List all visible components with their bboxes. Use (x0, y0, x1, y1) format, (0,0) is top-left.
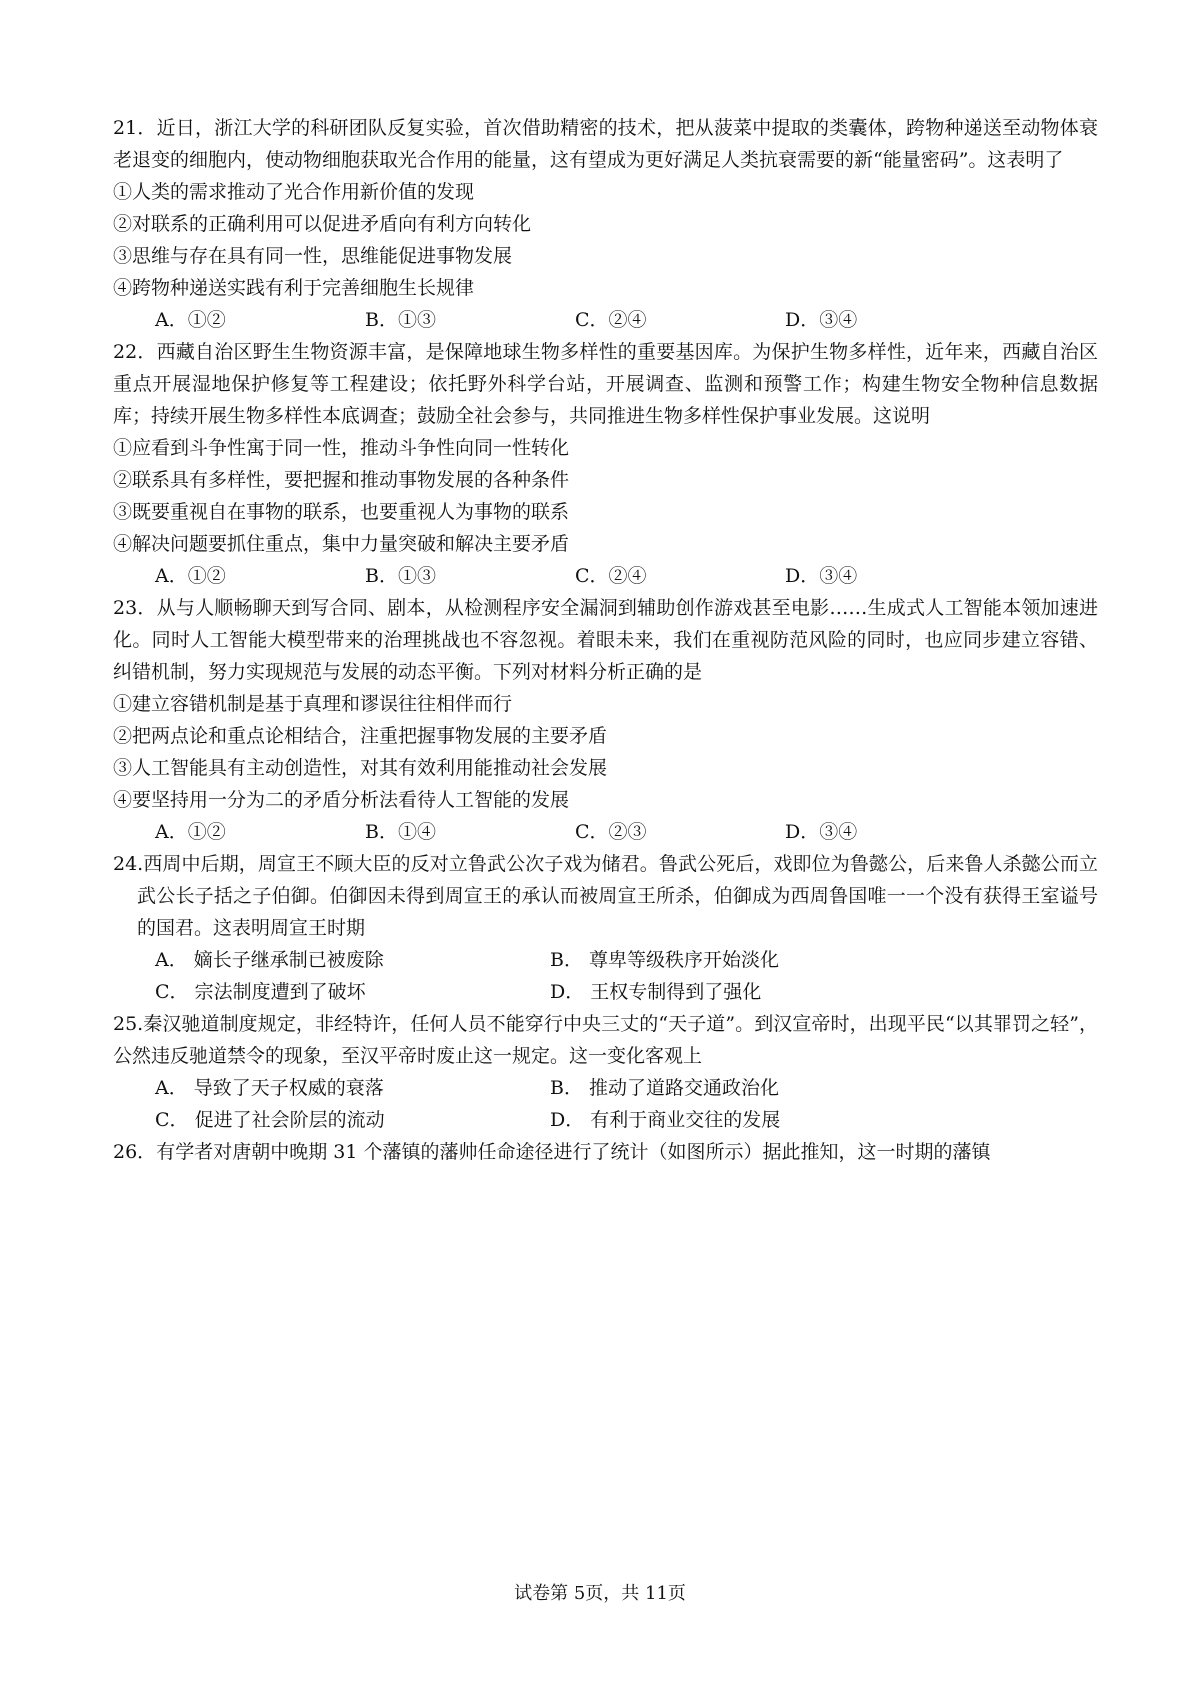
statement-3: ③人工智能具有主动创造性，对其有效利用能推动社会发展 (113, 757, 608, 779)
option-c: C． 宗法制度遭到了破坏 (155, 981, 366, 1003)
answer-options (113, 304, 1098, 336)
question-23 (113, 592, 1098, 848)
statement-1: ①人类的需求推动了光合作用新价值的发现 (113, 181, 475, 203)
question-22 (113, 336, 1098, 592)
question-number: 25. (113, 1013, 144, 1035)
question-number: 24. (113, 853, 144, 875)
question-stem: 25.秦汉驰道制度规定，非经特许，任何人员不能穿行中央三丈的“天子道”。到汉宣帝时，出现平民“以其罪罚之轻”，公然违反驰道禁令的现象，至汉平帝时废止这一规定。这一变化客观上 (113, 1013, 1098, 1067)
question-number: 22． (113, 341, 157, 363)
option-a: A．①② (155, 565, 226, 587)
question-stem: 21．近日，浙江大学的科研团队反复实验，首次借助精密的技术，把从菠菜中提取的类囊体，跨物种递送至动物体衰老退变的细胞内，使动物细胞获取光合作用的能量，这有望成为更好满足人类抗衰需要的新“能量密码”。这表明了 (113, 117, 1098, 171)
option-d: D． 有利于商业交往的发展 (550, 1109, 781, 1131)
statement-4: ④要坚持用一分为二的矛盾分析法看待人工智能的发展 (113, 789, 570, 811)
option-a: A．①② (155, 309, 226, 331)
option-a: A．①② (155, 821, 226, 843)
question-stem: 24.西周中后期，周宣王不顾大臣的反对立鲁武公次子戏为储君。鲁武公死后，戏即位为鲁懿公，后来鲁人杀懿公而立武公长子括之子伯御。伯御因未得到周宣王的承认而被周宣王所杀，伯御成为西周鲁国唯一一个没有获得王室谥号的国君。这表明周宣王时期 (113, 853, 1098, 939)
option-d: D．③④ (785, 565, 858, 587)
option-b: B．①④ (365, 821, 436, 843)
statement-1: ①建立容错机制是基于真理和谬误往往相伴而行 (113, 693, 513, 715)
statement-4: ④解决问题要抓住重点，集中力量突破和解决主要矛盾 (113, 533, 570, 555)
exam-sheet (113, 112, 1098, 1168)
question-24 (113, 848, 1098, 1008)
question-number: 21． (113, 117, 157, 139)
page-footer: 试卷第 5页，共 11页 (514, 1583, 686, 1604)
option-b: B．①③ (365, 565, 436, 587)
statement-3: ③既要重视自在事物的联系，也要重视人为事物的联系 (113, 501, 570, 523)
option-c: C． 促进了社会阶层的流动 (155, 1109, 385, 1131)
statement-4: ④跨物种递送实践有利于完善细胞生长规律 (113, 277, 475, 299)
question-number: 23． (113, 597, 157, 619)
option-c: C．②④ (575, 309, 647, 331)
answer-options (113, 944, 1098, 1008)
answer-options (113, 1072, 1098, 1136)
question-stem: 22．西藏自治区野生生物资源丰富，是保障地球生物多样性的重要基因库。为保护生物多样性，近年来，西藏自治区重点开展湿地保护修复等工程建设；依托野外科学台站，开展调查、监测和预警工作；构建生物安全物种信息数据库；持续开展生物多样性本底调查；鼓励全社会参与，共同推进生物多样性保护事业发展。这说明 (113, 341, 1098, 427)
option-c: C．②③ (575, 821, 647, 843)
question-26 (113, 1136, 1098, 1168)
option-b: B．①③ (365, 309, 436, 331)
question-stem: 26．有学者对唐朝中晚期 31 个藩镇的藩帅任命途径进行了统计（如图所示）据此推知，这一时期的藩镇 (113, 1141, 991, 1163)
option-d: D．③④ (785, 309, 858, 331)
statement-2: ②联系具有多样性，要把握和推动事物发展的各种条件 (113, 469, 570, 491)
option-b: B． 推动了道路交通政治化 (550, 1077, 780, 1099)
question-21 (113, 112, 1098, 336)
question-stem: 23．从与人顺畅聊天到写合同、剧本，从检测程序安全漏洞到辅助创作游戏甚至电影……生成式人工智能本领加速进化。同时人工智能大模型带来的治理挑战也不容忽视。着眼未来，我们在重视防范风险的同时，也应同步建立容错、纠错机制，努力实现规范与发展的动态平衡。下列对材料分析正确的是 (113, 597, 1098, 683)
option-d: D． 王权专制得到了强化 (550, 981, 762, 1003)
statement-3: ③思维与存在具有同一性，思维能促进事物发展 (113, 245, 513, 267)
option-b: B． 尊卑等级秩序开始淡化 (550, 949, 780, 971)
statement-2: ②对联系的正确利用可以促进矛盾向有利方向转化 (113, 213, 532, 235)
option-d: D．③④ (785, 821, 858, 843)
question-number: 26． (113, 1141, 157, 1163)
question-25 (113, 1008, 1098, 1136)
option-a: A． 导致了天子权威的衰落 (155, 1077, 384, 1099)
statement-2: ②把两点论和重点论相结合，注重把握事物发展的主要矛盾 (113, 725, 608, 747)
option-a: A． 嫡长子继承制已被废除 (155, 949, 384, 971)
option-c: C．②④ (575, 565, 647, 587)
statement-1: ①应看到斗争性寓于同一性，推动斗争性向同一性转化 (113, 437, 570, 459)
answer-options (113, 560, 1098, 592)
answer-options (113, 816, 1098, 848)
